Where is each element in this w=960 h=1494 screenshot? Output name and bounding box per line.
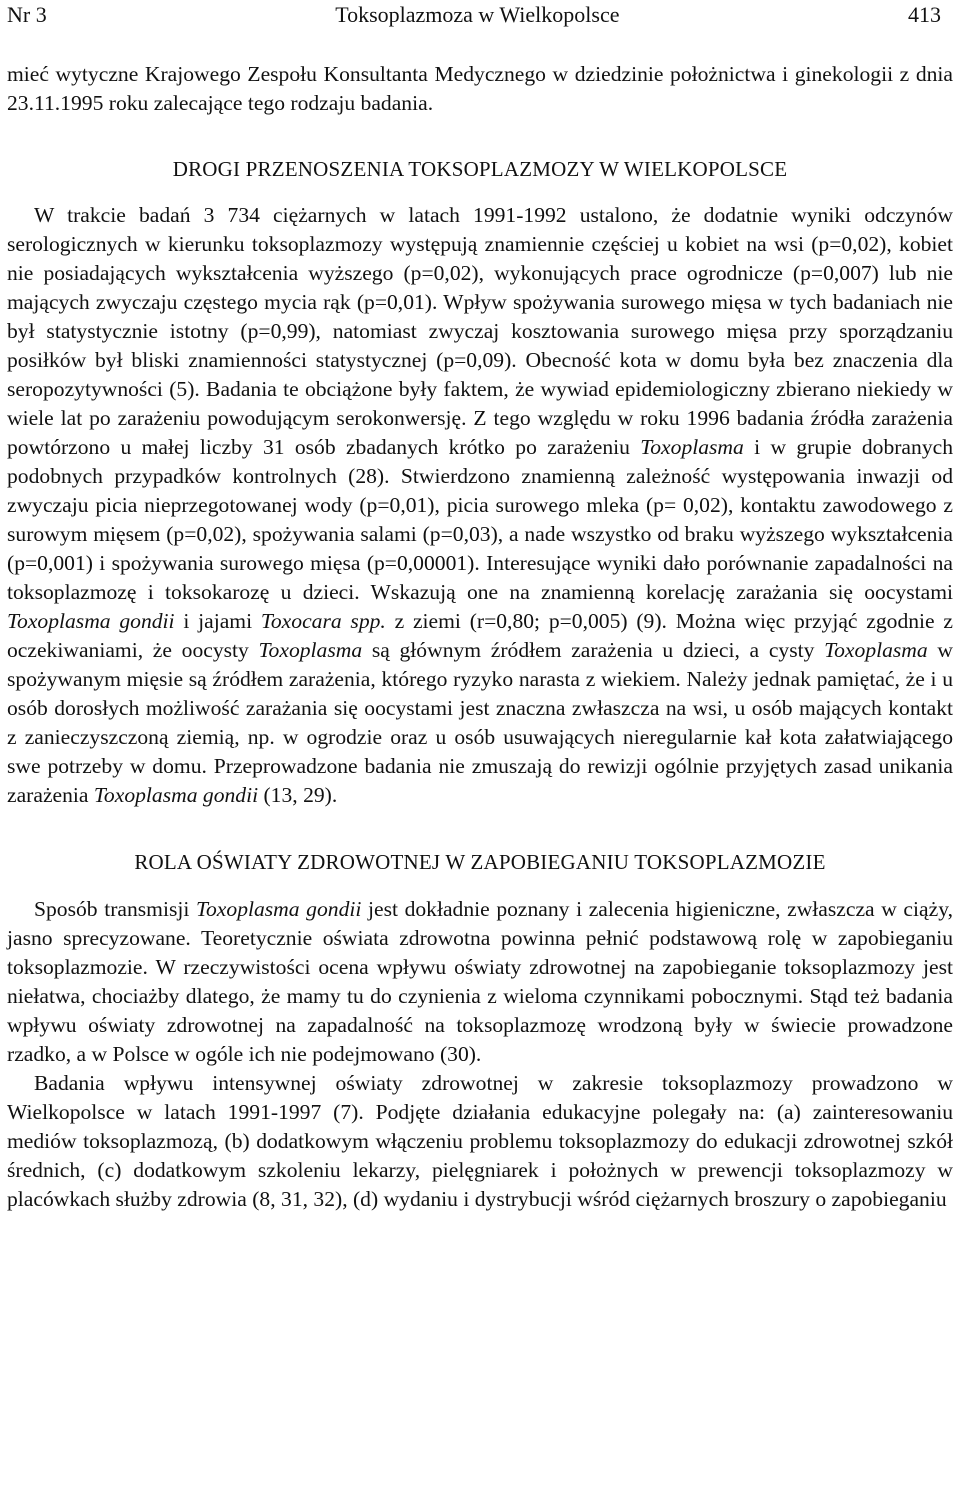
text-run: i jajami (174, 609, 261, 633)
page-number: 413 (907, 2, 941, 27)
italic-term: Toxoplasma gondii (93, 783, 259, 807)
health-education-paragraph-1 (7, 895, 953, 1069)
text-run: są głównym źródłem zarażenia u dzieci, a cysty (362, 638, 825, 662)
transmission-paragraph (7, 201, 953, 810)
issue-number: Nr 3 (7, 2, 47, 27)
text-run: Sposób transmisji (34, 897, 196, 921)
running-header (7, 0, 953, 30)
text-run: i w grupie dobranych podobnych przypadków kontrolnych (28). Stwierdzono znamienną zależność występowania inwazji od zwyczaju picia nieprzegotowanej wody (p=0,01), picia surowego mleka (p= 0,02), kontaktu zawodowego z surowym mięsem (p=0,02), spożywania salami (p=0,03), a nade wszystko od braku wyższego wykształcenia (p=0,001) i spożywania surowego mięsa (p=0,00001). Interesujące wyniki dało porównanie zapadalności na toksoplazmozę i toksokarozę u dzieci. Wskazują one na znamienną korelację zarażania się oocystami (7, 435, 953, 604)
italic-term: Toxoplasma gondii (195, 897, 362, 921)
text-run: (13, 29). (258, 783, 338, 807)
health-education-paragraph-2: Badania wpływu intensywnej oświaty zdrowotnej w zakresie toksoplazmozy prowadzono w Wielkopolsce w latach 1991-1997 (7). Podjęte działania edukacyjne polegały na: (a) zainteresowaniu mediów toksoplazmozą, (b) dodatkowym włączeniu problemu toksoplazmozy do edukacji zdrowotnej szkół średnich, (c) dodatkowym szkoleniu lekarzy, pielęgniarek i położnych w prewencji toksoplazmozy w placówkach służby zdrowia (8, 31, 32), (d) wydaniu i dystrybucji wśród ciężarnych broszury o zapobieganiu (7, 1071, 953, 1211)
text-run: w spożywanym mięsie są źródłem zarażenia, którego ryzyko narasta z wiekiem. Należy jednak pamiętać, że i u osób dorosłych możliwość zarażania się oocystami jest znaczna zwłaszcza na wsi, u osób mających kontakt z zanieczyszczoną ziemią, np. w ogrodzie oraz u osób usuwających nieregularnie kał kota załatwiającego swe potrzeby w domu. Przeprowadzone badania nie zmuszają do rewizji ogólnie przyjętych zasad unikania zarażenia (7, 638, 953, 807)
italic-term: Toxoplasma (258, 638, 363, 662)
italic-term: Toxoplasma (824, 638, 928, 662)
continued-paragraph: mieć wytyczne Krajowego Zespołu Konsultanta Medycznego w dziedzinie położnictwa i ginekologii z dnia 23.11.1995 roku zalecające tego rodzaju badania. (7, 62, 953, 115)
section-heading-health-education: ROLA OŚWIATY ZDROWOTNEJ W ZAPOBIEGANIU TOKSOPLAZMOZIE (134, 850, 826, 874)
text-run: W trakcie badań 3 734 ciężarnych w latach 1991-1992 ustalono, że dodatnie wyniki odczynów serologicznych w kierunku toksoplazmozy występują znamiennie częściej u kobiet na wsi (p=0,02), kobiet nie posiadających wykształcenia wyższego (p=0,02), wykonujących prace ogrodnicze (p=0,007) lub nie mających zwyczaju częstego mycia rąk (p=0,01). Wpływ spożywania surowego mięsa w tych badaniach nie był statystycznie istotny (p=0,99), natomiast zwyczaj kosztowania surowego mięsa przy sporządzaniu posiłków był bliski znamienności statystycznej (p=0,09). Obecność kota w domu była bez znaczenia dla seropozytywności (5). Badania te obciążone były faktem, że wywiad epidemiologiczny zbierano niekiedy w wiele lat po zarażeniu powodującym serokonwersję. Z tego względu w roku 1996 badania źródła zarażenia powtórzono u małej liczby 31 osób zbadanych krótko po zarażeniu (7, 203, 953, 459)
text-run: jest dokładnie poznany i zalecenia higieniczne, zwłaszcza w ciąży, jasno sprecyzowane. Teoretycznie oświata zdrowotna powinna pełnić podstawową rolę w zapobieganiu toksoplazmozie. W rzeczywistości ocena wpływu oświaty zdrowotnej na zapobieganie toksoplazmozy jest niełatwa, chociażby dlatego, że mamy tu do czynienia z wieloma czynnikami pobocznymi. Stąd też badania wpływu oświaty zdrowotnej na zapadalność na toksoplazmozę wrodzoną były w świecie prowadzone rzadko, a w Polsce w ogóle ich nie podejmowano (30). (7, 897, 953, 1066)
italic-term: Toxoplasma gondii (7, 609, 175, 633)
italic-term: Toxocara spp. (260, 609, 386, 633)
section-heading-transmission: DROGI PRZENOSZENIA TOKSOPLAZMOZY W WIELKOPOLSCE (172, 157, 788, 181)
text-run: z ziemi (r=0,80; p=0,005) (9). Można więc przyjąć zgodnie z oczekiwaniami, że oocysty (7, 609, 953, 662)
italic-term: Toxoplasma (640, 435, 744, 459)
running-title: Toksoplazmoza w Wielkopolsce (335, 2, 620, 27)
